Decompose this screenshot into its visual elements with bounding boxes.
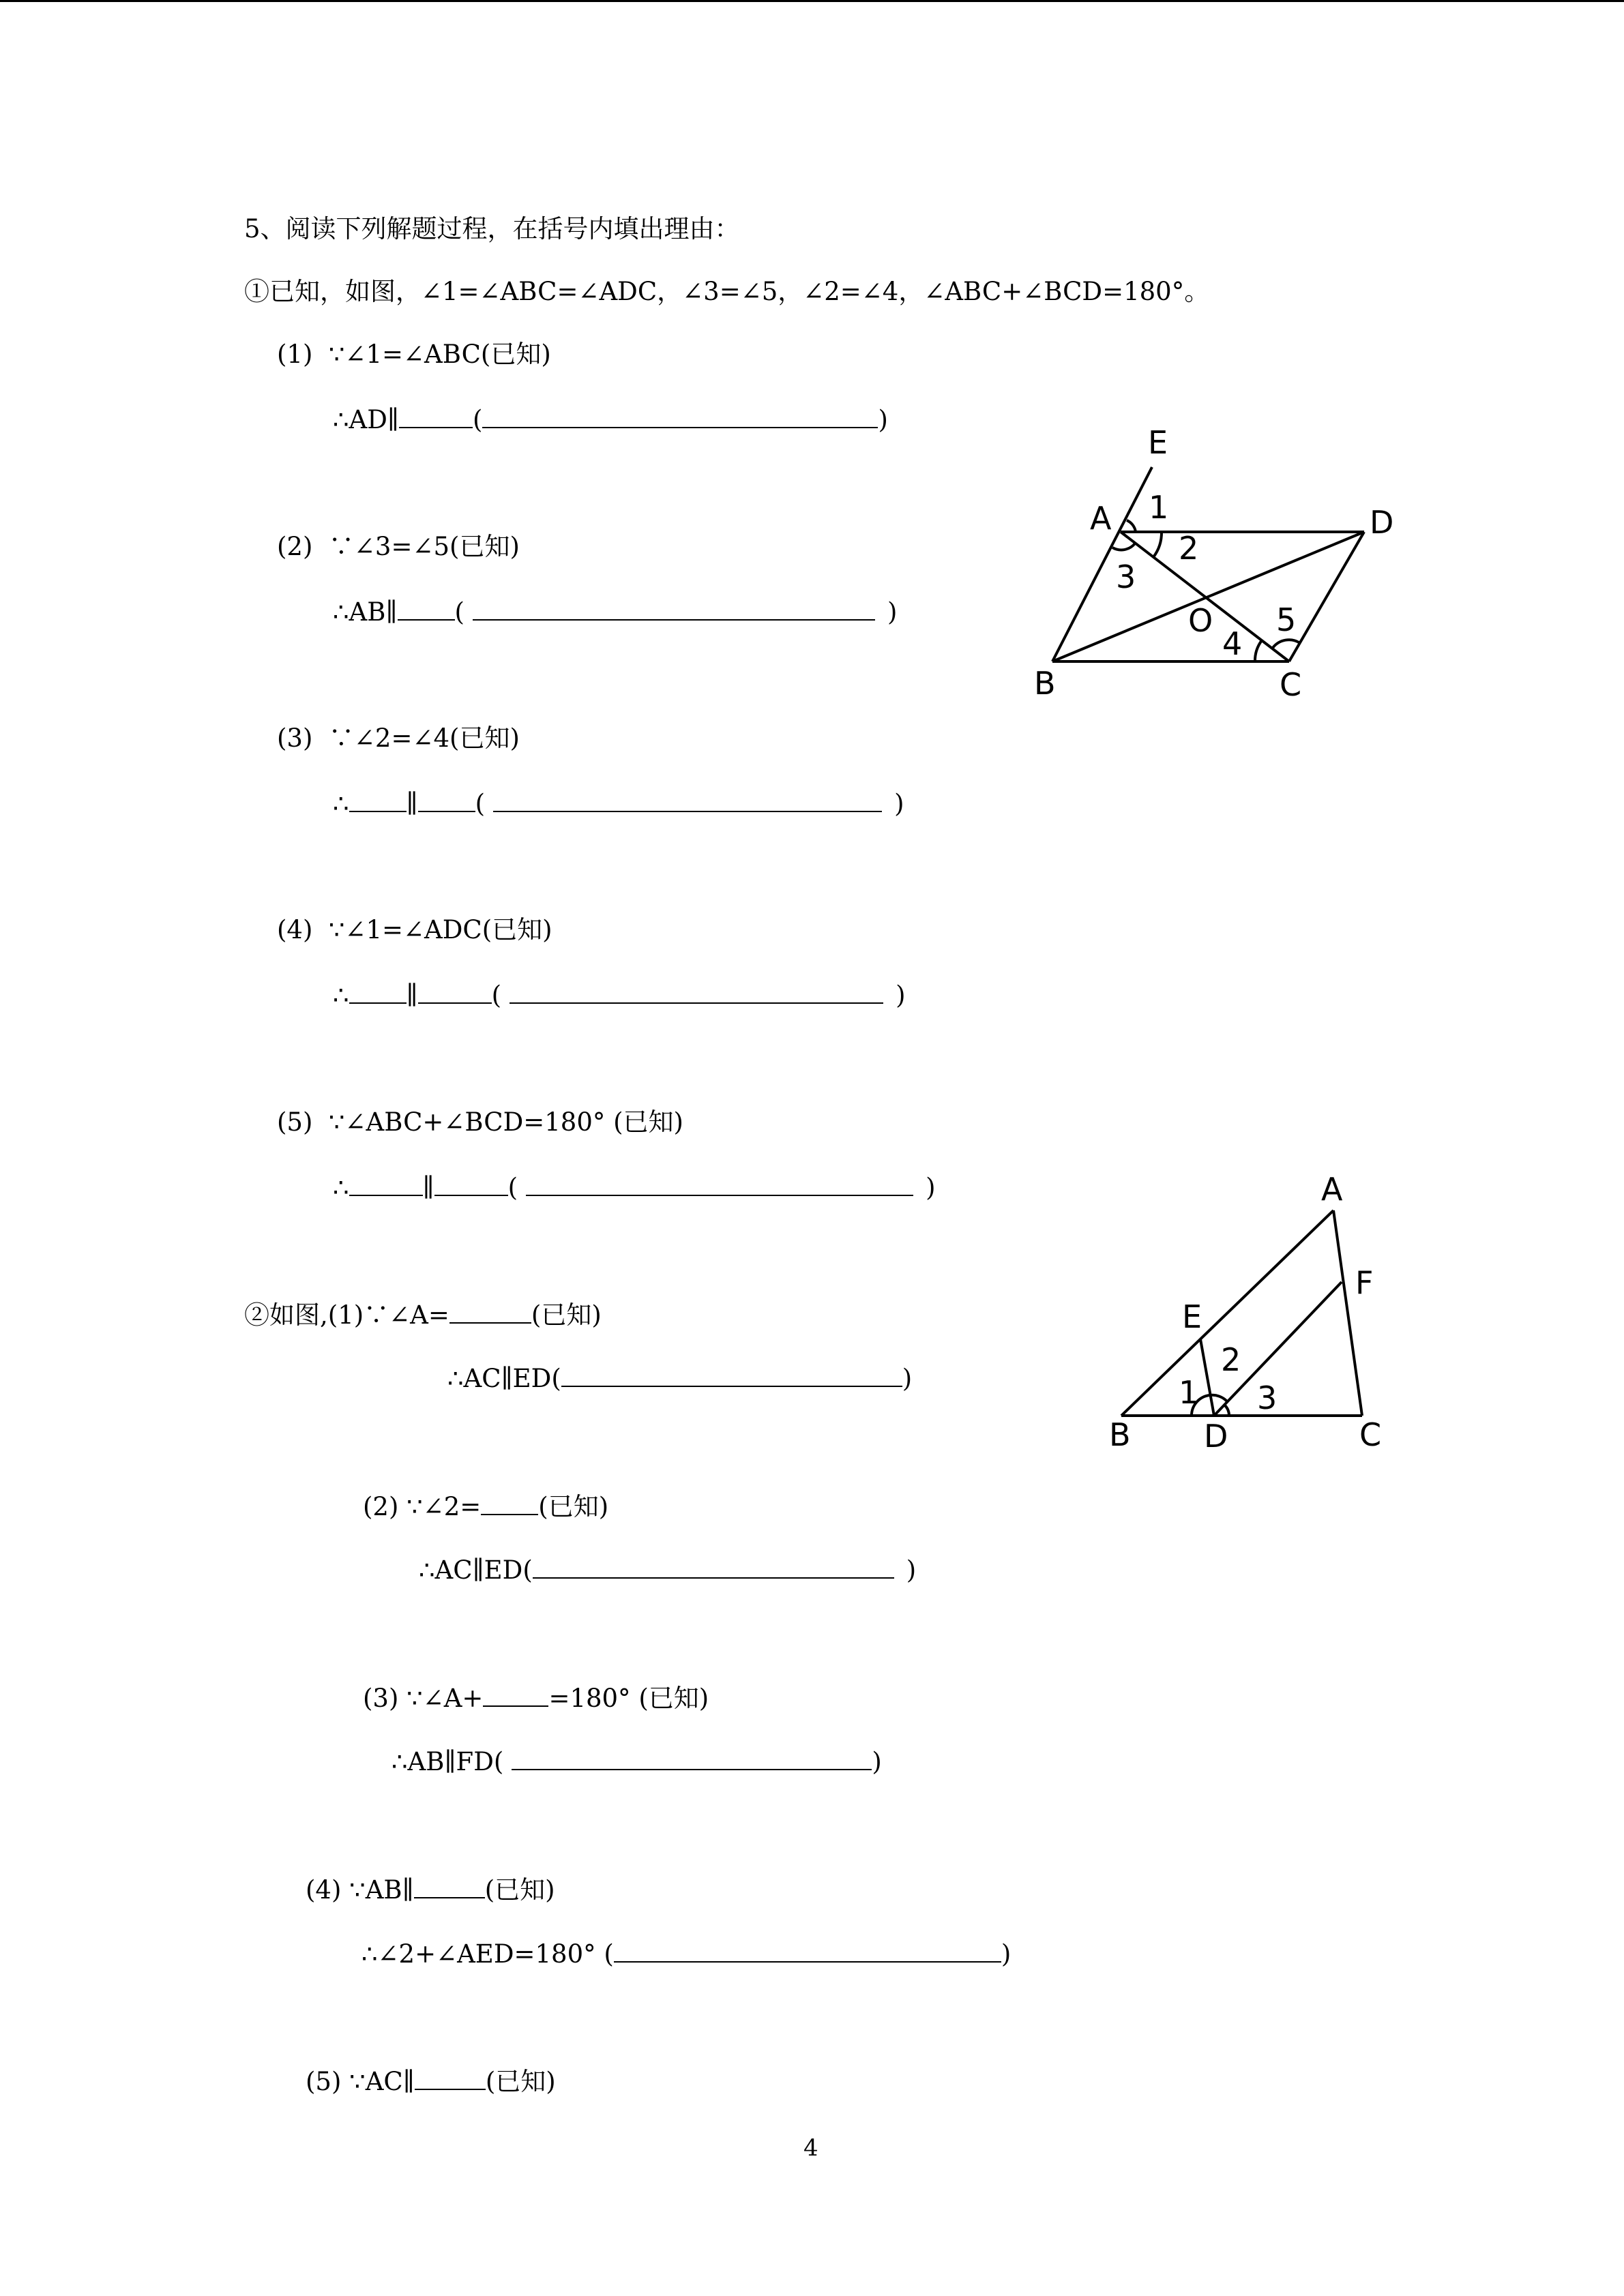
fig1-label-D: D [1370, 504, 1394, 541]
p1-s5-open-paren: ( [507, 1173, 518, 1202]
fig2-label-E: E [1182, 1298, 1202, 1335]
problem-heading: 5、阅读下列解题过程，在括号内填出理由： [244, 214, 740, 243]
fig2-angle-label-1: 1 [1179, 1374, 1199, 1411]
p2-s3-because-text: (3) ∵∠A+ [363, 1684, 484, 1713]
fig2-segment-AC [1333, 1210, 1362, 1416]
fig1-label-C: C [1280, 666, 1302, 703]
p1-s5-reason-blank[interactable] [526, 1172, 913, 1196]
p2-s5-because-text: (5) ∵AC∥ [306, 2067, 415, 2096]
p2-s1-answer-blank[interactable] [449, 1299, 531, 1324]
p1-s4-because: (4) ∵∠1=∠ADC(已知) [277, 915, 552, 944]
p1-s3-answer-blank-2[interactable] [418, 788, 475, 812]
p2-s5-answer-blank[interactable] [415, 2066, 486, 2090]
p2-s2-therefore-text: ∴AC∥ED( [419, 1555, 533, 1585]
fig1-diagonal-BD [1052, 532, 1364, 661]
p2-s2-because-text: (2) ∵∠2= [363, 1492, 482, 1521]
p2-s2-reason-blank[interactable] [533, 1554, 894, 1579]
p1-s1-therefore [333, 404, 888, 435]
p1-s3-close-paren: ) [894, 789, 904, 818]
p2-s4-reason-blank[interactable] [614, 1938, 1001, 1963]
p1-s2-open-paren: ( [454, 597, 464, 627]
p2-s1-because-text: ②如图,(1)∵∠A= [244, 1300, 449, 1330]
fig1-line-BE [1052, 467, 1152, 661]
p1-s3-reason-blank[interactable] [493, 788, 882, 812]
p2-s2-close-paren: ) [906, 1555, 917, 1585]
p2-s1-therefore-text: ∴AC∥ED( [447, 1364, 561, 1393]
page-number: 4 [803, 2134, 818, 2162]
p1-s1-open-paren: ( [473, 405, 483, 434]
p2-s1-reason-blank[interactable] [561, 1362, 902, 1387]
p1-s2-therefore-text: ∴AB∥ [333, 597, 398, 627]
fig1-label-O: O [1188, 602, 1213, 639]
p2-s3-reason-blank[interactable] [512, 1746, 872, 1770]
p1-s1-close-paren: ) [878, 405, 888, 434]
p1-s3-because: (3) ∵∠2=∠4(已知) [277, 724, 520, 753]
p2-s5-because-suffix: (已知) [485, 2067, 556, 2096]
fig1-angle-mark-4 [1255, 640, 1262, 661]
p2-s3-close-paren: ) [872, 1747, 882, 1776]
p2-s2-answer-blank[interactable] [481, 1491, 538, 1515]
p1-s4-open-paren: ( [491, 981, 502, 1010]
p1-s4-parallel: ∥ [406, 981, 418, 1010]
p2-s3-therefore [392, 1746, 882, 1777]
fig1-angle-label-3: 3 [1116, 558, 1136, 595]
p2-s3-answer-blank[interactable] [483, 1682, 548, 1707]
p1-s5-therefore [333, 1172, 936, 1203]
p1-s3-therefore [333, 788, 904, 819]
fig2-angle-mark-3 [1224, 1405, 1229, 1416]
p1-s5-answer-blank-2[interactable] [434, 1172, 508, 1196]
fig1-angle-label-4: 4 [1222, 625, 1243, 662]
fig1-angle-label-5: 5 [1276, 601, 1297, 638]
fig2-segment-ED [1200, 1339, 1214, 1416]
p1-s3-open-paren: ( [475, 789, 486, 818]
p2-s3-because-suffix: =180° (已知) [548, 1684, 709, 1713]
fig2-segment-BA [1121, 1210, 1333, 1416]
fig1-angle-mark-3 [1112, 543, 1135, 550]
p1-s4-therefore [333, 979, 906, 1011]
p2-s4-close-paren: ) [1001, 1939, 1012, 1969]
fig1-angle-label-2: 2 [1179, 530, 1199, 567]
p2-s3-therefore-text: ∴AB∥FD( [392, 1747, 504, 1776]
p1-s2-therefore [333, 596, 897, 627]
p1-s3-answer-blank-1[interactable] [349, 788, 407, 812]
p1-s5-because: (5) ∵∠ABC+∠BCD=180° (已知) [277, 1107, 683, 1137]
p1-s1-therefore-text: ∴AD∥ [333, 405, 400, 434]
p1-s2-close-paren: ) [887, 597, 898, 627]
p2-s2-because [363, 1491, 608, 1522]
p2-s3-because [363, 1682, 709, 1714]
fig2-angle-label-3: 3 [1257, 1380, 1278, 1416]
p2-s4-answer-blank[interactable] [414, 1874, 485, 1898]
fig1-angle-mark-1 [1127, 520, 1136, 532]
fig2-label-B: B [1109, 1416, 1131, 1453]
p1-s5-close-paren: ) [926, 1173, 936, 1202]
fig2-angle-label-2: 2 [1221, 1341, 1241, 1378]
p2-s4-because-text: (4) ∵AB∥ [306, 1875, 414, 1905]
p1-s2-answer-blank[interactable] [398, 596, 455, 621]
p2-s1-close-paren: ) [902, 1364, 913, 1393]
p1-s1-answer-blank[interactable] [399, 404, 473, 428]
p1-s4-answer-blank-1[interactable] [349, 979, 407, 1004]
p1-s2-because: (2) ∵∠3=∠5(已知) [277, 532, 520, 561]
p1-s3-parallel: ∥ [406, 789, 418, 818]
p1-s1-because: (1) ∵∠1=∠ABC(已知) [277, 340, 551, 369]
figure-1-parallelogram [1023, 409, 1419, 716]
p2-s4-therefore [361, 1938, 1011, 1969]
p1-s3-therefore-text: ∴ [333, 789, 349, 818]
fig1-label-E: E [1148, 424, 1168, 461]
fig1-angle-mark-5 [1273, 640, 1300, 648]
fig1-angle-mark-2 [1153, 532, 1162, 557]
fig2-label-D: D [1204, 1418, 1228, 1455]
p1-s5-answer-blank-1[interactable] [349, 1172, 423, 1196]
p1-s5-parallel: ∥ [422, 1173, 434, 1202]
fig2-label-F: F [1355, 1264, 1374, 1301]
fig2-label-A: A [1321, 1171, 1343, 1208]
p1-s5-therefore-text: ∴ [333, 1173, 349, 1202]
part1-given: ①已知，如图，∠1=∠ABC=∠ADC，∠3=∠5，∠2=∠4，∠ABC+∠BCD=180°。 [244, 277, 1210, 306]
p2-s5-because [306, 2066, 556, 2097]
p2-s2-therefore [419, 1554, 916, 1585]
p2-s1-because [244, 1299, 602, 1330]
p1-s4-reason-blank[interactable] [510, 979, 883, 1004]
p1-s4-close-paren: ) [896, 981, 906, 1010]
p2-s4-because [306, 1874, 555, 1905]
p2-s4-because-suffix: (已知) [484, 1875, 555, 1905]
p2-s4-therefore-text: ∴∠2+∠AED=180° ( [361, 1939, 614, 1969]
fig2-label-C: C [1359, 1416, 1382, 1453]
fig1-angle-label-1: 1 [1149, 489, 1169, 526]
p2-s1-therefore [447, 1362, 912, 1394]
top-border [0, 0, 1624, 2]
figure-2-triangle [1091, 1159, 1405, 1466]
p1-s1-reason-blank[interactable] [482, 404, 878, 428]
p2-s1-because-suffix: (已知) [531, 1300, 602, 1330]
fig1-label-B: B [1034, 665, 1056, 702]
p1-s4-therefore-text: ∴ [333, 981, 349, 1010]
p2-s2-because-suffix: (已知) [538, 1492, 609, 1521]
p1-s2-reason-blank[interactable] [473, 596, 875, 621]
p1-s4-answer-blank-2[interactable] [418, 979, 492, 1004]
fig1-label-A: A [1090, 500, 1112, 537]
